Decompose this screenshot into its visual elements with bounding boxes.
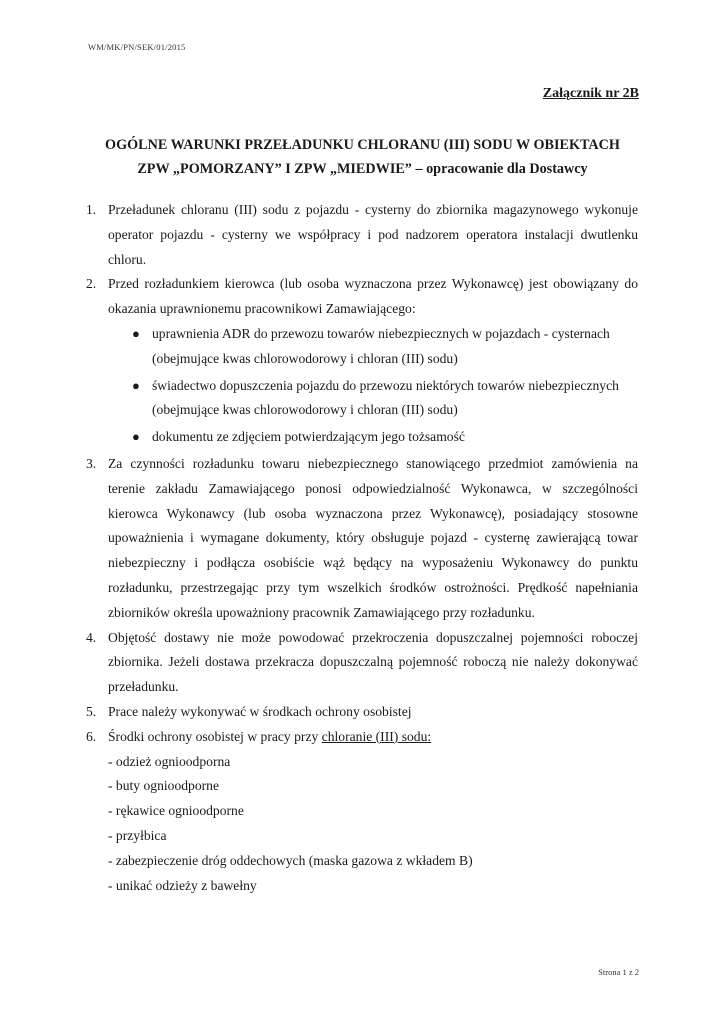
list-item (86, 725, 638, 899)
document-title (60, 133, 665, 181)
list-item (86, 198, 638, 272)
ppe-item: - rękawice ognioodporne (108, 803, 244, 819)
list-item (86, 272, 638, 450)
bullet-icon: ● (132, 429, 140, 445)
bullet-icon: ● (132, 325, 140, 341)
item-number: 6. (86, 728, 97, 744)
item-text (108, 725, 638, 750)
ppe-item: - unikać odzieży z bawełny (108, 877, 257, 893)
ppe-item: - zabezpieczenie dróg oddechowych (maska gazowa z wkładem B) (108, 852, 473, 868)
ppe-item: - przyłbica (108, 827, 167, 843)
ppe-item: - odzież ognioodporna (108, 753, 231, 769)
item-text: Przed rozładunkiem kierowca (lub osoba wyznaczona przez Wykonawcę) jest obowiązany do okazania uprawnionemu pracownikowi Zamawiającego: (108, 276, 638, 317)
document-body (86, 198, 638, 898)
title-line-1: OGÓLNE WARUNKI PRZEŁADUNKU CHLORANU (III) SODU W OBIEKTACH (105, 137, 620, 153)
list-item (86, 700, 638, 725)
bullet-text: dokumentu ze zdjęciem potwierdzającym jego tożsamość (152, 429, 465, 445)
item-text: Przeładunek chloranu (III) sodu z pojazdu - cysterny do zbiornika magazynowego wykonuje operator pojazdu - cysterny we współpracy i pod nadzorem operatora instalacji dwutlenku chloru. (108, 202, 638, 267)
conditions-list (86, 198, 638, 898)
ppe-item: - buty ognioodporne (108, 778, 220, 794)
list-item (86, 452, 638, 626)
bullet-text: uprawnienia ADR do przewozu towarów niebezpiecznych w pojazdach - cysternach (obejmujące kwas chlorowodorowy i chloran (III) sodu) (152, 325, 610, 366)
bullet-item (130, 374, 638, 424)
bullet-list (86, 322, 638, 450)
list-item (86, 626, 638, 700)
item-number: 3. (86, 455, 97, 471)
item-number: 5. (86, 703, 97, 719)
page-number: Strona 1 z 2 (598, 967, 639, 977)
item-text-underlined: chloranie (III) sodu: (321, 728, 432, 744)
bullet-text: świadectwo dopuszczenia pojazdu do przewozu niektórych towarów niebezpiecznych (obejmujące kwas chlorowodorowy i chloran (III) sodu) (152, 377, 619, 418)
bullet-icon: ● (132, 377, 140, 393)
item-text-prefix: Środki ochrony osobistej w pracy przy (108, 728, 322, 744)
item-number: 1. (86, 202, 97, 217)
item-number: 4. (86, 629, 97, 645)
bullet-item (130, 425, 638, 450)
title-line-2: ZPW „POMORZANY” I ZPW „MIEDWIE” – opracowanie dla Dostawcy (137, 161, 588, 177)
item-number: 2. (86, 276, 97, 292)
item-text: Objętość dostawy nie może powodować przekroczenia dopuszczalnej pojemności roboczej zbiornika. Jeżeli dostawa przekracza dopuszczalną pojemność roboczą nie należy dokonywać przeładunku. (108, 629, 638, 695)
item-text: Za czynności rozładunku towaru niebezpiecznego stanowiącego przedmiot zamówienia na terenie zakładu Zamawiającego ponosi odpowiedzialność Wykonawca, w szczególności kierowca Wykonawcy (lub osoba wyznaczona przez Wykonawcę), posiadający stosowne upoważnienia i wymagane dokumenty, który obsługuje pojazd - cysternę zawierającą towar niebezpieczny i podłącza osobiście wąż będący na wyposażeniu Wykonawcy do punktu rozładunku, przestrzegając przy tym wszelkich środków ostrożności. Prędkość napełniania zbiorników określa upoważniony pracownik Zamawiającego przy rozładunku. (108, 455, 638, 620)
bullet-item (130, 322, 638, 372)
ppe-list (108, 750, 638, 899)
document-reference: WM/MK/PN/SEK/01/2015 (88, 42, 186, 52)
item-text: Prace należy wykonywać w środkach ochrony osobistej (108, 703, 412, 719)
attachment-label: Załącznik nr 2B (542, 86, 639, 101)
